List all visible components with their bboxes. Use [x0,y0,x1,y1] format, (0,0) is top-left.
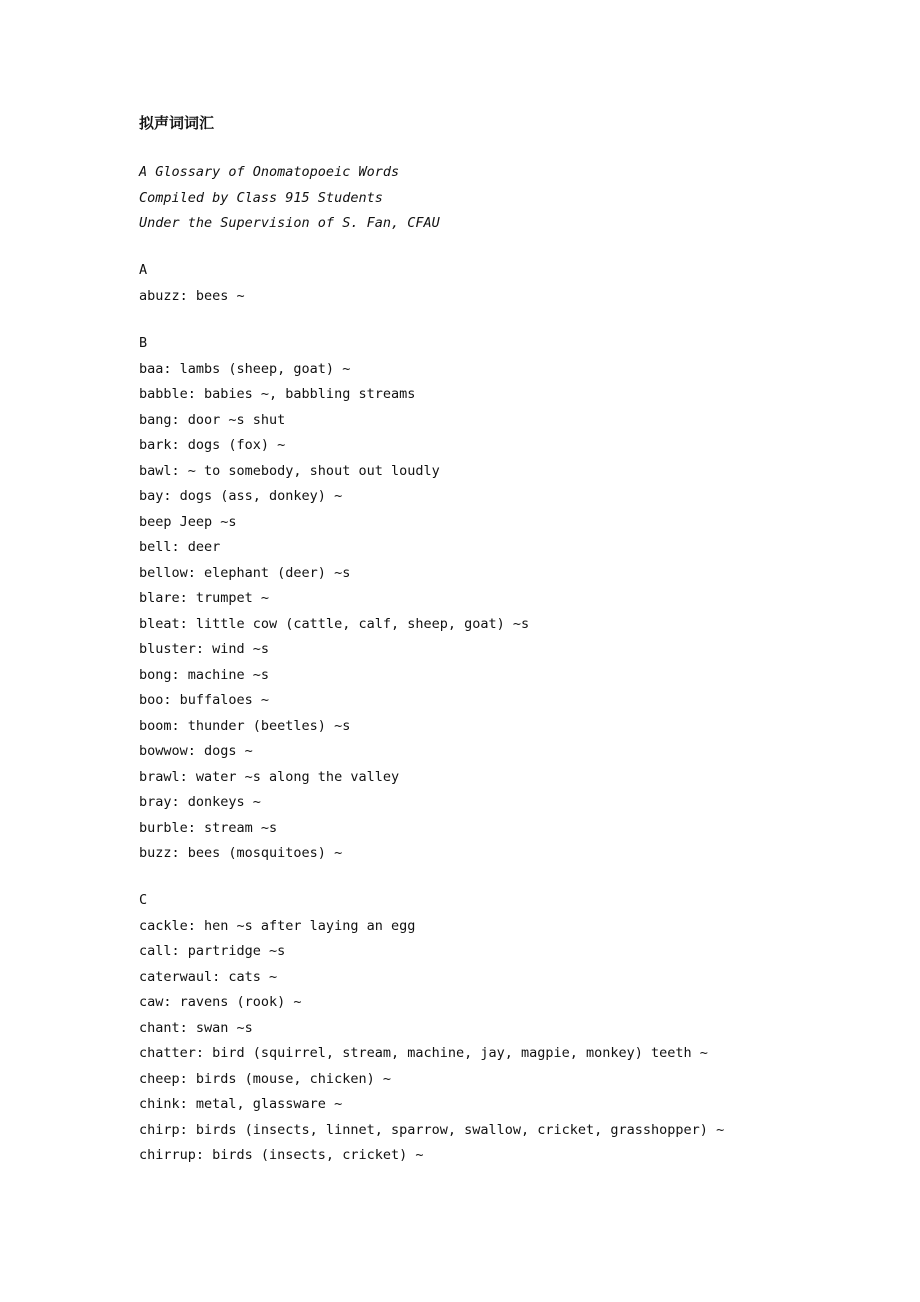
glossary-entry: chant: swan ~s [139,1019,253,1036]
glossary-entry: cheep: birds (mouse, chicken) ~ [139,1070,391,1087]
glossary-entry: bong: machine ~s [139,666,270,683]
glossary-entry: bawl: ~ to somebody, shout out loudly [139,462,440,479]
glossary-entry: brawl: water ~s along the valley [139,768,400,785]
glossary-entry: cackle: hen ~s after laying an egg [139,917,416,934]
glossary-entry: babble: babies ~, babbling streams [139,386,416,402]
glossary-entry: caw: ravens (rook) ~ [139,994,302,1010]
glossary-entry: chink: metal, glassware ~ [139,1096,343,1112]
glossary-entry: boo: buffaloes ~ [139,692,270,708]
glossary-entry: buzz: bees (mosquitoes) ~ [139,845,343,861]
glossary-entry: bluster: wind ~s [139,641,270,657]
section-letter: A [139,262,148,278]
glossary-entry: caterwaul: cats ~ [139,968,278,985]
glossary-entry: chirrup: birds (insects, cricket) ~ [139,1147,424,1163]
document-title: 拟声词词汇 [139,114,215,132]
glossary-entry: bray: donkeys ~ [139,794,261,810]
glossary-entry: boom: thunder (beetles) ~s [139,717,351,734]
section-a [139,258,245,309]
glossary-entry: burble: stream ~s [139,819,278,836]
glossary-entry: chatter: bird (squirrel, stream, machine, jay, magpie, monkey) teeth ~ [139,1045,708,1061]
section-letter: C [139,892,148,908]
glossary-entry: beep Jeep ~s [139,513,237,530]
subtitle-line: Compiled by Class 915 Students [139,189,383,206]
glossary-entry: abuzz: bees ~ [139,287,245,304]
subtitle-line: A Glossary of Onomatopoeic Words [139,164,400,180]
section-letter: B [139,335,148,351]
glossary-entry: bay: dogs (ass, donkey) ~ [139,488,343,504]
glossary-entry: bellow: elephant (deer) ~s [139,564,351,581]
glossary-entry: bowwow: dogs ~ [139,743,253,759]
glossary-entry: baa: lambs (sheep, goat) ~ [139,360,351,377]
glossary-entry: bell: deer [139,539,221,555]
glossary-entry: bark: dogs (fox) ~ [139,437,286,453]
glossary-entry: chirp: birds (insects, linnet, sparrow, swallow, cricket, grasshopper) ~ [139,1121,725,1138]
subtitle-line: Under the Supervision of S. Fan, CFAU [139,215,440,231]
glossary-entry: bang: door ~s shut [139,411,286,428]
document-subtitle [139,160,440,237]
glossary-entry: blare: trumpet ~ [139,590,270,606]
glossary-entry: call: partridge ~s [139,943,286,959]
section-b [139,331,529,867]
section-c [139,888,724,1169]
glossary-entry: bleat: little cow (cattle, calf, sheep, goat) ~s [139,615,530,632]
